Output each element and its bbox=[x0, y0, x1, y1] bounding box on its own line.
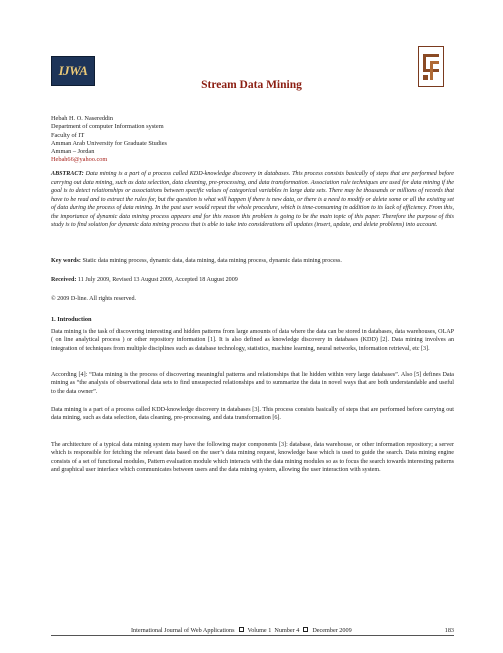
footer-volume: Volume 1 bbox=[247, 627, 272, 634]
paragraph: Data mining is the task of discovering interesting and hidden patterns from large amounts of data where the data can be stored in databases, data warehouses, OLAP ( on line analytical process ) or other repository information [1]. It is also defined as knowledge discovery in databases (KDD) [2]. Data mining involves an integration of techniques from multiple disciplines such as database technology, statistics, machine learning, neural networks, information retrieval, etc [3]. bbox=[51, 329, 454, 352]
square-bullet-icon bbox=[303, 627, 308, 632]
section-heading: 1. Introduction bbox=[51, 316, 92, 323]
publisher-logo-icon bbox=[418, 46, 444, 87]
author-block bbox=[51, 115, 167, 165]
author-faculty: Faculty of IT bbox=[51, 131, 85, 139]
received-label: Received: bbox=[51, 277, 77, 283]
abstract-label: ABSTRACT: bbox=[51, 171, 84, 177]
author-location: Amman – Jordan bbox=[51, 148, 95, 156]
keywords-label: Key words: bbox=[51, 258, 81, 264]
footer-date: December 2009 bbox=[312, 627, 352, 634]
square-bullet-icon bbox=[239, 627, 244, 632]
footer-rule bbox=[51, 635, 454, 636]
author-email-link[interactable]: Hebah66@yahoo.com bbox=[51, 156, 108, 164]
abstract bbox=[51, 170, 454, 230]
footer-number: Number 4 bbox=[274, 627, 300, 634]
author-university: Amman Arab University for Graduate Studies bbox=[51, 139, 167, 147]
paragraph: According [4]: “Data mining is the process of discovering meaningful patterns and relationships that lie hidden within very large databases”. Also [5] defines Data mining as “the analysis of observational data sets to find unsuspected relationships and to summarize the data in novel ways that are both understandable and useful to the data owner”. bbox=[51, 372, 454, 395]
paragraph: The architecture of a typical data mining system may have the following major components [3]: database, data warehouse, or other information repository; a server which is responsible for fetching the relevant data based on the user’s data mining request, knowledge base which is used to guide the search. Data mining engine consists of a set of functional modules, Pattern evaluation module which interacts with the data mining modules so as to focus the search towards interesting patterns and graphical user interface which communicates between users and the data mining system, allowing the user interaction with system. bbox=[51, 442, 454, 473]
keywords-text: Static data mining process, dynamic data, data mining, data mining process, dynamic data mining process. bbox=[82, 258, 342, 264]
keywords bbox=[51, 257, 454, 266]
page-number: 183 bbox=[444, 627, 454, 634]
copyright: © 2009 D-line. All rights reserved. bbox=[51, 296, 137, 302]
footer-journal bbox=[131, 627, 352, 634]
author-department: Department of computer Information system bbox=[51, 123, 164, 131]
paper-title: Stream Data Mining bbox=[201, 79, 302, 91]
paragraph: Data mining is a part of a process called KDD-knowledge discovery in databases [3]. This process consists basically of steps that are performed before carrying out data mining, such as data selection, data cleaning, pre-processing, and data transformation [6]. bbox=[51, 407, 454, 422]
journal-logo-text: IJWA bbox=[58, 63, 88, 78]
footer-journal-name: International Journal of Web Applications bbox=[131, 627, 235, 634]
abstract-text: Data mining is a part of a process called KDD-knowledge discovery in databases. This process consists basically of steps that are performed before carrying out data mining, such as data selection, data cleaning, pre-processing, and data transformation. Association rule techniques are used for data mining if the goal is to detect relationships or associations between specific values of categorical variables in large data sets. There may be thousands or millions of records that have to be read and to extract the rules for, but the question is what will happen if there is new data, or there is a need to modify or delete some or all the existing set of data during the process of data mining. In the past user would repeat the whole procedure, which is time-consuming in addition to its lack of efficiency. From this, the importance of dynamic data mining process appears and for this reason this problem is going to be the main topic of this paper. Therefore the purpose of this study is to find solution for dynamic data mining process that is able to take into considerations all updates (insert, update, and delete problems) into account. bbox=[51, 171, 454, 228]
author-name: Hebah H. O. Nasereddin bbox=[51, 115, 114, 122]
received-dates bbox=[51, 276, 454, 285]
received-text: 11 July 2009, Revised 13 August 2009, Accepted 18 August 2009 bbox=[77, 277, 238, 283]
